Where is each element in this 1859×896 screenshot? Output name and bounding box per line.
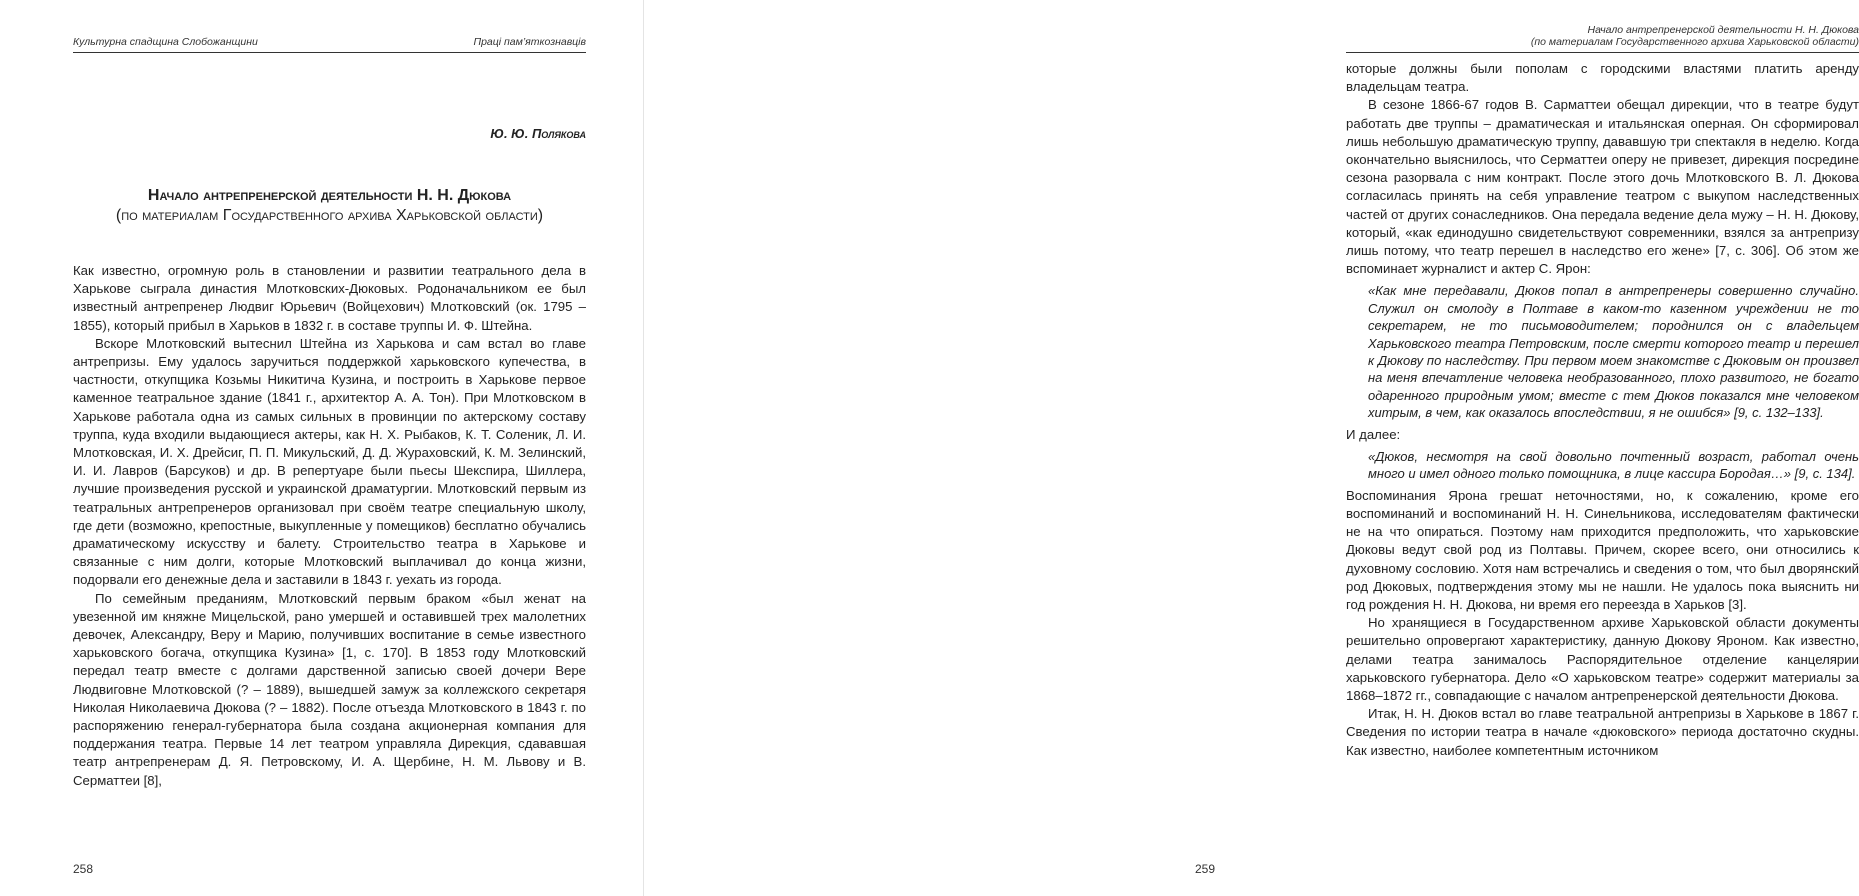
right-page <box>644 0 1859 896</box>
left-paragraph-3: По семейным преданиям, Млотковский первым браком «был женат на увезенной им княжне Мицельской, рано умершей и оставившей трех малолетних девочек, Александру, Веру и Марию, получивших воспитание в семье известного харьковского богача, откупщика Кузина» [1, с. 170]. В 1853 году Млотковский передал театр вместе с долгами дарственной записью своей дочери Вере Людвиговне Млотковской (? – 1889), вышедшей замуж за коллежского секретаря Николая Николаевича Дюкова (? – 1882). После отъезда Млотковского в 1843 г. по распоряжению генерал-губернатора была создана акционерная компания для поддержания театра. Первые 14 лет театром управляла Дирекция, сдававшая театр антрепренерам Д. Я. Петровскому, И. А. Щербине, Н. М. Львову и В. Серматтеи [8], <box>73 590 586 788</box>
left-header-section: Праці пам’яткознавців <box>473 36 586 48</box>
left-header-rule <box>73 52 586 53</box>
left-page-number: 258 <box>73 862 94 876</box>
right-quote-2: «Дюков, несмотря на свой довольно почтенный возраст, работал очень много и имел одного только помощника, в лице кассира Бородая…» [9, с. 134]. <box>1368 448 1859 482</box>
left-header-series: Культурна спадщина Слобожанщини <box>73 36 258 48</box>
right-running-header <box>1346 24 1859 50</box>
left-page <box>0 0 644 896</box>
right-paragraph-4: Воспоминания Ярона грешат неточностями, но, к сожалению, кроме его воспоминаний и воспоминаний Н. Н. Синельникова, исследователям фактически не на что опираться. Поэтому нам приходится предположить, что харьковские Дюковы ведут свой род из Полтавы. Причем, скорее всего, они относились к духовному сословию. Хотя нам встречались и сведения о том, что был дворянский род Дюковых, подтверждения этому мы не нашли. Не удалось пока выяснить ни год рождения Н. Н. Дюкова, ни время его переезда в Харьков [3]. <box>1346 487 1859 612</box>
right-page-number: 259 <box>1194 862 1215 876</box>
right-paragraph-3: И далее: <box>1346 426 1401 442</box>
article-title-line2: (по материалам Государственного архива Харьковской области) <box>115 207 544 224</box>
right-paragraph-5: Но хранящиеся в Государственном архиве Харьковской области документы решительно опровергают характеристику, данную Дюкову Яроном. Как известно, делами театра занималось Распорядительное отделение канцелярии харьковского губернатора. Дело «О харьковском театре» содержит материалы за 1868–1872 гг., совпадающие с началом антрепренерской деятельности Дюкова. <box>1346 615 1859 703</box>
left-paragraph-1: Как известно, огромную роль в становлении и развитии театрального дела в Харькове сыграла династия Млотковских-Дюковых. Родоначальником ее был известный антрепренер Людвиг Юрьевич (Войцехович) Млотковский (ок. 1795 – 1855), который прибыл в Харьков в 1832 г. в составе труппы И. Ф. Штейна. <box>73 263 586 333</box>
article-author: Ю. Ю. Полякова <box>490 126 586 141</box>
right-body-text <box>1346 60 1859 760</box>
left-paragraph-2: Вскоре Млотковский вытеснил Штейна из Харькова и сам встал во главе антрепризы. Ему удалось заручиться поддержкой харьковского купечества, в частности, откупщика Козьмы Никитича Кузина, и построить в Харькове первое каменное театральное здание (1841 г., архитектор А. А. Тон). При Млотковском в Харькове работала одна из самых сильных в провинции по актерскому составу труппа, куда входили выдающиеся актеры, как Н. Х. Рыбаков, К. Т. Соленик, Л. И. Млотковская, И. Х. Дрейсиг, П. П. Микульский, Д. Д. Жураховский, К. М. Зелинский, И. И. Лавров (Барсуков) и др. В репертуаре были пьесы Шекспира, Шиллера, лучшие произведения русской и украинской драматургии. Млотковский первым из театральных антрепренеров организовал при своём театре специальную школу, где дети (возможно, крепостные, выкупленные у помещиков) бесплатно обучались драматическому искусству и балету. Строительство театра в Харькове и связанные с ним долги, которые Млотковский выплачивал до конца жизни, подорвали его денежные дела и заставили в 1843 г. уехать из города. <box>73 335 586 588</box>
right-header-rule <box>1346 52 1859 53</box>
article-title <box>73 186 586 226</box>
left-running-header <box>73 36 586 50</box>
right-header-line2: (по материалам Государственного архива Харьковской области) <box>1530 36 1859 48</box>
right-header-line1: Начало антрепренерской деятельности Н. Н. Дюкова <box>1587 24 1859 36</box>
right-paragraph-1: которые должны были пополам с городскими властями платить аренду владельцам театра. <box>1346 61 1859 95</box>
article-title-line1: Начало антрепренерской деятельности Н. Н. Дюкова <box>147 187 512 204</box>
right-quote-1: «Как мне передавали, Дюков попал в антрепренеры совершенно случайно. Служил он смолоду в Полтаве в каком-то казенном учреждении не то секретарем, не то письмоводителем; породнился он с владельцем Харьковского театра Петровским, после смерти которого театр и перешел к Дюкову по наследству. При первом моем знакомстве с Дюковым он произвел на меня впечатление человека необразованного, плохо развитого, не богато одаренного природным умом; вместе с тем Дюков показался мне человеком хитрым, в чем, как оказалось впоследствии, я не ошибся» [9, с. 132–133]. <box>1368 283 1859 421</box>
right-paragraph-6: Итак, Н. Н. Дюков встал во главе театральной антрепризы в Харькове в 1867 г. Сведения по истории театра в начале «дюковского» периода достаточно скудны. Как известно, наиболее компетентным источником <box>1346 706 1859 758</box>
left-body-text <box>73 262 586 790</box>
right-paragraph-2: В сезоне 1866-67 годов В. Сарматтеи обещал дирекции, что в театре будут работать две труппы – драматическая и итальянская оперная. Он сформировал лишь небольшую драматическую труппу, дававшую три спектакля в неделю. Когда окончательно выяснилось, что Серматтеи оперу не привезет, дирекция посредине сезона разорвала с ним контракт. После этого дочь Млотковского В. Л. Дюкова согласилась принять на себя управление театром с выкупом наследственных частей от других сонаследников. Она передала ведение дела мужу – Н. Н. Дюкову, который, «как единодушно свидетельствуют современники, взялся за антрепризу лишь потому, что театр перешел в наследство его жене» [7, с. 306]. Об этом же вспоминает журналист и актер С. Ярон: <box>1346 97 1859 277</box>
